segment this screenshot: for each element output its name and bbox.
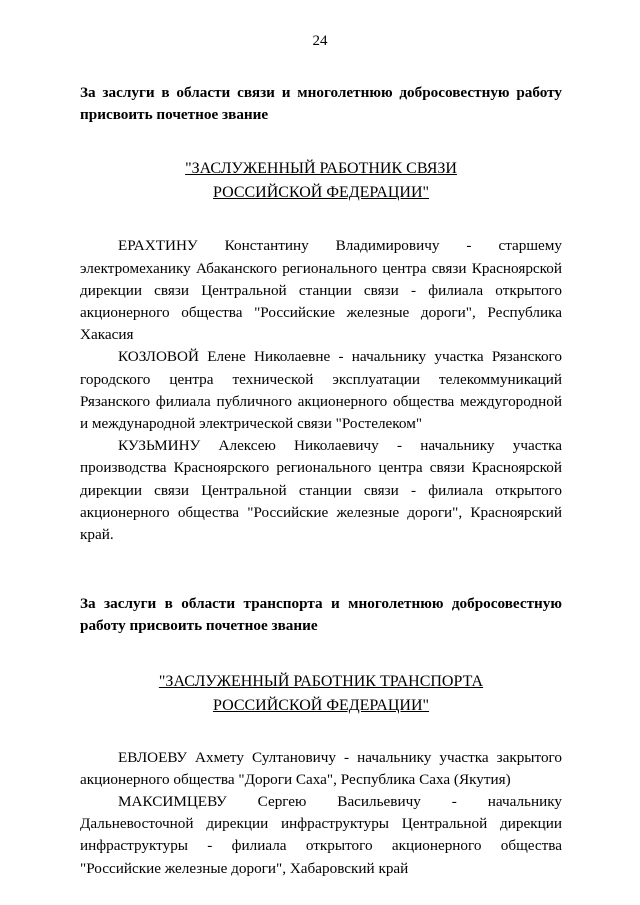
award-title	[80, 670, 562, 718]
award-section-communications	[80, 82, 562, 546]
recipient-entry: КОЗЛОВОЙ Елене Николаевне - начальнику участка Рязанского городского центра технической эксплуатации телекоммуникаций Рязанского филиала публичного акционерного общества междугородной и международной электрической связи "Ростелеком"	[80, 348, 562, 433]
award-title-line: "ЗАСЛУЖЕННЫЙ РАБОТНИК СВЯЗИ	[185, 160, 457, 178]
award-title-line: "ЗАСЛУЖЕННЫЙ РАБОТНИК ТРАНСПОРТА	[158, 672, 484, 690]
recipient-entry: ЕРАХТИНУ Константину Владимировичу - старшему электромеханику Абаканского регионального центра связи Красноярской дирекции связи Центральной станции связи - филиала открытого акционерного общества "Российские железные дороги", Республика Хакасия	[80, 237, 562, 344]
award-title	[80, 157, 562, 205]
recipient-entry: ЕВЛОЕВУ Ахмету Султановичу - начальнику участка закрытого акционерного общества "Дороги Саха", Республика Саха (Якутия)	[80, 748, 562, 788]
section-intro: За заслуги в области связи и многолетнюю добросовестную работу присвоить почетное звание	[80, 84, 562, 124]
section-intro: За заслуги в области транспорта и многолетнюю добросовестную работу присвоить почетное звание	[80, 595, 562, 635]
document-body	[80, 82, 562, 880]
award-title-line: РОССИЙСКОЙ ФЕДЕРАЦИИ"	[212, 696, 430, 714]
page-number: 24	[312, 33, 328, 49]
award-title-line: РОССИЙСКОЙ ФЕДЕРАЦИИ"	[212, 184, 430, 202]
recipient-entry: КУЗЬМИНУ Алексею Николаевичу - начальнику участка производства Красноярского регионального центра связи Красноярской дирекции связи Центральной станции связи - филиала открытого акционерного общества "Российские железные дороги", Красноярский край.	[80, 437, 562, 544]
award-section-transport	[80, 593, 562, 880]
recipient-entry: МАКСИМЦЕВУ Сергею Васильевичу - начальнику Дальневосточной дирекции инфраструктуры Центральной дирекции инфраструктуры - филиала открытого акционерного общества "Российские железные дороги", Хабаровский край	[80, 793, 562, 877]
